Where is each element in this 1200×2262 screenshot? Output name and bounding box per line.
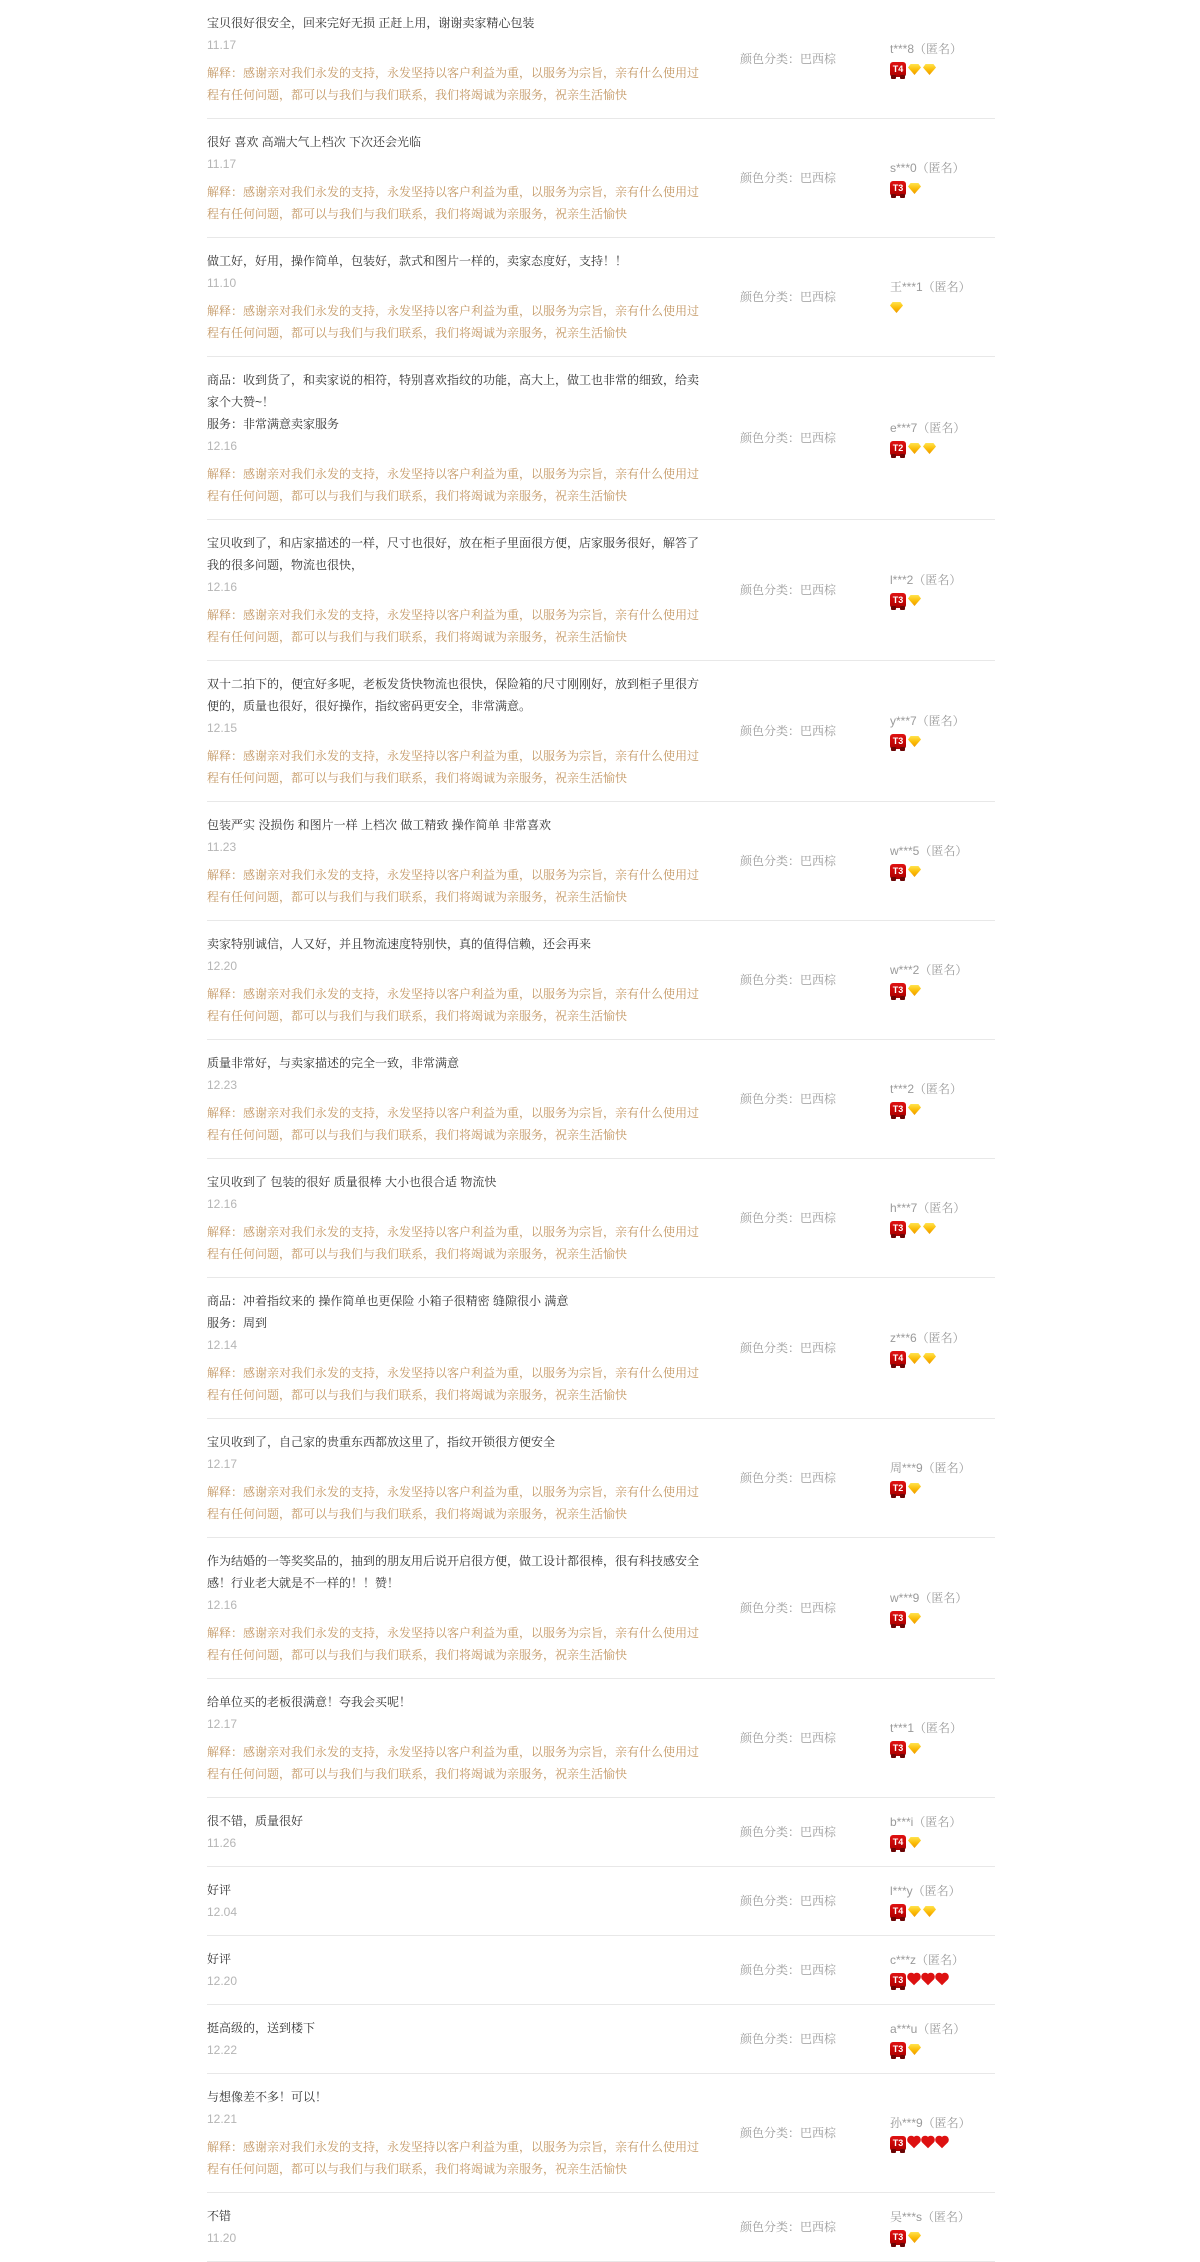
seller-reply: 解释：感谢亲对我们永发的支持，永发坚持以客户利益为重，以服务为宗旨，亲有什么使用过程有任何问题，都可以与我们与我们联系，我们将竭诚为亲服务，祝亲生活愉快 — [207, 1745, 700, 1781]
review-date: 12.21 — [207, 2112, 238, 2126]
review-row — [207, 2193, 995, 2262]
tao-level-badge-icon: T3 — [890, 1611, 906, 1626]
review-date: 11.17 — [207, 157, 237, 171]
review-date: 12.16 — [207, 1197, 238, 1211]
review-text-line: 宝贝收到了，和店家描述的一样，尺寸也很好，放在柜子里面很方便，店家服务很好，解答了我的很多问题，物流也很快， — [207, 536, 700, 572]
review-text — [207, 1550, 707, 1594]
diamond-icon — [908, 736, 921, 747]
review-date: 12.16 — [207, 439, 238, 453]
heart-icon — [936, 2136, 947, 2147]
reviewer — [890, 2209, 995, 2246]
reviewer — [890, 1460, 995, 1497]
tao-level-badge-icon: T3 — [890, 734, 906, 749]
reviewer-rating-icons — [890, 1973, 995, 1989]
reviewer-rating-icons — [890, 300, 995, 316]
diamond-icon — [908, 1483, 921, 1494]
review-row — [207, 119, 995, 238]
review-content — [207, 1290, 707, 1406]
diamond-icon — [908, 64, 921, 75]
review-text — [207, 2205, 707, 2227]
seller-reply: 解释：感谢亲对我们永发的支持，永发坚持以客户利益为重，以服务为宗旨，亲有什么使用过程有任何问题，都可以与我们与我们联系，我们将竭诚为亲服务，祝亲生活愉快 — [207, 987, 700, 1023]
seller-reply: 解释：感谢亲对我们永发的支持，永发坚持以客户利益为重，以服务为宗旨，亲有什么使用过程有任何问题，都可以与我们与我们联系，我们将竭诚为亲服务，祝亲生活愉快 — [207, 1106, 700, 1142]
reviewer-name: l***2（匿名） — [890, 572, 962, 587]
review-text-line: 作为结婚的一等奖奖品的，抽到的朋友用后说开启很方便，做工设计都很棒，很有科技感安全感！行业老大就是不一样的！！赞！ — [207, 1554, 700, 1590]
review-date: 12.17 — [207, 1717, 238, 1731]
tao-level-badge-icon: T3 — [890, 1973, 906, 1988]
review-text-line: 做工好，好用，操作简单，包装好，款式和图片一样的，卖家态度好，支持！！ — [207, 254, 628, 268]
review-text-line: 挺高级的，送到楼下 — [207, 2021, 316, 2035]
review-row — [207, 357, 995, 520]
review-row — [207, 1159, 995, 1278]
review-text — [207, 1171, 707, 1193]
reviewer-rating-icons — [890, 2230, 995, 2246]
review-date: 11.20 — [207, 2231, 237, 2245]
seller-reply: 解释：感谢亲对我们永发的支持，永发坚持以客户利益为重，以服务为宗旨，亲有什么使用过程有任何问题，都可以与我们与我们联系，我们将竭诚为亲服务，祝亲生活愉快 — [207, 749, 700, 785]
reviewer-rating-icons — [890, 2042, 995, 2058]
reviewer-rating-icons — [890, 1904, 995, 1920]
reviewer — [890, 843, 995, 880]
diamond-icon — [908, 595, 921, 606]
diamond-icon — [908, 1223, 921, 1234]
review-content — [207, 131, 707, 225]
seller-reply: 解释：感谢亲对我们永发的支持，永发坚持以客户利益为重，以服务为宗旨，亲有什么使用过程有任何问题，都可以与我们与我们联系，我们将竭诚为亲服务，祝亲生活愉快 — [207, 467, 700, 503]
reviewer — [890, 41, 995, 78]
diamond-icon — [923, 443, 936, 454]
reviewer — [890, 1330, 995, 1367]
review-content — [207, 933, 707, 1027]
seller-reply: 解释：感谢亲对我们永发的支持，永发坚持以客户利益为重，以服务为宗旨，亲有什么使用过程有任何问题，都可以与我们与我们联系，我们将竭诚为亲服务，祝亲生活愉快 — [207, 608, 700, 644]
heart-icon — [936, 1973, 947, 1984]
reviewer — [890, 1952, 995, 1989]
review-row — [207, 661, 995, 802]
review-content — [207, 369, 707, 507]
reviewer-rating-icons — [890, 181, 995, 197]
reviewer-name: 周***9（匿名） — [890, 1460, 971, 1475]
review-text — [207, 250, 707, 272]
tao-level-badge-icon: T3 — [890, 593, 906, 608]
tao-level-badge-icon: T4 — [890, 1835, 906, 1850]
reviewer-name: h***7（匿名） — [890, 1200, 966, 1215]
tao-level-badge-icon: T3 — [890, 1221, 906, 1236]
review-text — [207, 369, 707, 435]
review-row — [207, 1798, 995, 1867]
review-text — [207, 131, 707, 153]
review-text-line: 商品：收到货了，和卖家说的相符，特别喜欢指纹的功能，高大上，做工也非常的细致，给卖家个大赞~！ — [207, 373, 700, 409]
sku-label: 颜色分类：巴西棕 — [740, 2220, 837, 2234]
review-content — [207, 1948, 707, 1992]
reviewer-name: t***2（匿名） — [890, 1081, 963, 1096]
sku-label: 颜色分类：巴西棕 — [740, 52, 837, 66]
reviewer — [890, 572, 995, 609]
review-row — [207, 1679, 995, 1798]
diamond-icon — [908, 183, 921, 194]
tao-level-badge-icon: T2 — [890, 441, 906, 456]
tao-level-badge-icon: T3 — [890, 2230, 906, 2245]
sku-label: 颜色分类：巴西棕 — [740, 290, 837, 304]
heart-icon — [908, 1973, 919, 1984]
tao-level-badge-icon: T3 — [890, 2042, 906, 2057]
reviewer — [890, 1081, 995, 1118]
reviewer-name: e***7（匿名） — [890, 420, 966, 435]
diamond-icon — [908, 2044, 921, 2055]
reviewer-name: 孙***9（匿名） — [890, 2115, 971, 2130]
review-text-line: 包装严实 没损伤 和图片一样 上档次 做工精致 操作简单 非常喜欢 — [207, 818, 552, 832]
diamond-icon — [908, 1353, 921, 1364]
tao-level-badge-icon: T2 — [890, 1481, 906, 1496]
review-text — [207, 2086, 707, 2108]
reviewer — [890, 160, 995, 197]
reviewer-rating-icons — [890, 983, 995, 999]
reviewer-name: c***z（匿名） — [890, 1952, 965, 1967]
diamond-icon — [908, 1906, 921, 1917]
review-text-line: 卖家特别诚信，人又好，并且物流速度特别快，真的值得信赖，还会再来 — [207, 937, 592, 951]
sku-label: 颜色分类：巴西棕 — [740, 1341, 837, 1355]
seller-reply: 解释：感谢亲对我们永发的支持，永发坚持以客户利益为重，以服务为宗旨，亲有什么使用过程有任何问题，都可以与我们与我们联系，我们将竭诚为亲服务，祝亲生活愉快 — [207, 1225, 700, 1261]
review-row — [207, 1419, 995, 1538]
diamond-icon — [908, 443, 921, 454]
review-text-line: 与想像差不多！可以！ — [207, 2090, 328, 2104]
reviewer-name: l***y（匿名） — [890, 1883, 961, 1898]
review-date: 11.26 — [207, 1836, 237, 1850]
review-content — [207, 2017, 707, 2061]
reviewer-name: s***0（匿名） — [890, 160, 965, 175]
review-row — [207, 1040, 995, 1159]
review-text — [207, 1948, 707, 1970]
tao-level-badge-icon: T4 — [890, 1904, 906, 1919]
sku-label: 颜色分类：巴西棕 — [740, 724, 837, 738]
reviewer — [890, 420, 995, 457]
review-row — [207, 2074, 995, 2193]
review-row — [207, 1867, 995, 1936]
review-date: 12.17 — [207, 1457, 238, 1471]
review-text — [207, 1810, 707, 1832]
review-date: 11.17 — [207, 38, 237, 52]
review-content — [207, 1550, 707, 1666]
sku-label: 颜色分类：巴西棕 — [740, 854, 837, 868]
reviewer-rating-icons — [890, 1351, 995, 1367]
review-row — [207, 1538, 995, 1679]
seller-reply: 解释：感谢亲对我们永发的支持，永发坚持以客户利益为重，以服务为宗旨，亲有什么使用过程有任何问题，都可以与我们与我们联系，我们将竭诚为亲服务，祝亲生活愉快 — [207, 1626, 700, 1662]
reviewer-name: w***2（匿名） — [890, 962, 968, 977]
review-text-line: 宝贝收到了 包装的很好 质量很棒 大小也很合适 物流快 — [207, 1175, 497, 1189]
reviewer-rating-icons — [890, 1611, 995, 1627]
review-text — [207, 1290, 707, 1334]
review-content — [207, 1171, 707, 1265]
sku-label: 颜色分类：巴西棕 — [740, 2126, 837, 2140]
review-text — [207, 814, 707, 836]
review-text — [207, 933, 707, 955]
tao-level-badge-icon: T4 — [890, 62, 906, 77]
review-content — [207, 532, 707, 648]
review-content — [207, 2086, 707, 2180]
sku-label: 颜色分类：巴西棕 — [740, 1963, 837, 1977]
tao-level-badge-icon: T3 — [890, 2136, 906, 2151]
reviewer-rating-icons — [890, 1835, 995, 1851]
reviewer-name: 王***1（匿名） — [890, 279, 971, 294]
sku-label: 颜色分类：巴西棕 — [740, 1894, 837, 1908]
reviewer — [890, 713, 995, 750]
review-date: 12.16 — [207, 580, 238, 594]
diamond-icon — [908, 1837, 921, 1848]
review-text-line: 服务：周到 — [207, 1316, 268, 1330]
reviewer-rating-icons — [890, 734, 995, 750]
review-date: 12.20 — [207, 1974, 238, 1988]
reviewer-rating-icons — [890, 593, 995, 609]
review-text — [207, 12, 707, 34]
seller-reply: 解释：感谢亲对我们永发的支持，永发坚持以客户利益为重，以服务为宗旨，亲有什么使用过程有任何问题，都可以与我们与我们联系，我们将竭诚为亲服务，祝亲生活愉快 — [207, 868, 700, 904]
reviewer-name: t***8（匿名） — [890, 41, 963, 56]
review-row — [207, 921, 995, 1040]
tao-level-badge-icon: T4 — [890, 1351, 906, 1366]
sku-label: 颜色分类：巴西棕 — [740, 431, 837, 445]
heart-icon — [922, 2136, 933, 2147]
sku-label: 颜色分类：巴西棕 — [740, 1092, 837, 1106]
reviewer-rating-icons — [890, 441, 995, 457]
seller-reply: 解释：感谢亲对我们永发的支持，永发坚持以客户利益为重，以服务为宗旨，亲有什么使用过程有任何问题，都可以与我们与我们联系，我们将竭诚为亲服务，祝亲生活愉快 — [207, 66, 700, 102]
diamond-icon — [923, 64, 936, 75]
review-text — [207, 673, 707, 717]
review-text-line: 宝贝收到了，自己家的贵重东西都放这里了，指纹开锁很方便安全 — [207, 1435, 556, 1449]
reviewer — [890, 962, 995, 999]
reviewer-rating-icons — [890, 1481, 995, 1497]
review-row — [207, 2005, 995, 2074]
reviewer-rating-icons — [890, 1741, 995, 1757]
reviewer-name: w***5（匿名） — [890, 843, 968, 858]
reviewer-name: a***u（匿名） — [890, 2021, 966, 2036]
reviewer-name: t***1（匿名） — [890, 1720, 963, 1735]
review-text — [207, 1052, 707, 1074]
seller-reply: 解释：感谢亲对我们永发的支持，永发坚持以客户利益为重，以服务为宗旨，亲有什么使用过程有任何问题，都可以与我们与我们联系，我们将竭诚为亲服务，祝亲生活愉快 — [207, 185, 700, 221]
tao-level-badge-icon: T3 — [890, 1102, 906, 1117]
review-date: 12.20 — [207, 959, 238, 973]
diamond-icon — [923, 1906, 936, 1917]
review-text-line: 服务：非常满意卖家服务 — [207, 417, 340, 431]
reviewer — [890, 1200, 995, 1237]
reviewer-name: y***7（匿名） — [890, 713, 965, 728]
reviewer-rating-icons — [890, 1102, 995, 1118]
diamond-icon — [908, 2232, 921, 2243]
reviewer — [890, 1814, 995, 1851]
diamond-icon — [908, 1743, 921, 1754]
review-text — [207, 1431, 707, 1453]
tao-level-badge-icon: T3 — [890, 864, 906, 879]
tao-level-badge-icon: T3 — [890, 983, 906, 998]
review-text-line: 宝贝很好很安全，回来完好无损 正赶上用，谢谢卖家精心包装 — [207, 16, 535, 30]
reviewer — [890, 1590, 995, 1627]
sku-label: 颜色分类：巴西棕 — [740, 583, 837, 597]
diamond-icon — [908, 1104, 921, 1115]
diamond-icon — [908, 985, 921, 996]
review-text-line: 好评 — [207, 1952, 232, 1966]
review-content — [207, 1431, 707, 1525]
review-text — [207, 1879, 707, 1901]
review-text-line: 很好 喜欢 高端大气上档次 下次还会光临 — [207, 135, 422, 149]
diamond-icon — [923, 1223, 936, 1234]
review-content — [207, 1691, 707, 1785]
reviewer-name: 吴***s（匿名） — [890, 2209, 971, 2224]
diamond-icon — [890, 302, 903, 313]
heart-icon — [922, 1973, 933, 1984]
review-date: 12.14 — [207, 1338, 238, 1352]
review-date: 11.10 — [207, 276, 237, 290]
tao-level-badge-icon: T3 — [890, 1741, 906, 1756]
review-content — [207, 1052, 707, 1146]
review-date: 12.22 — [207, 2043, 238, 2057]
review-row — [207, 520, 995, 661]
review-text-line: 商品：冲着指纹来的 操作简单也更保险 小箱子很精密 缝隙很小 满意 — [207, 1294, 569, 1308]
reviewer — [890, 279, 995, 316]
reviewer-name: b***i（匿名） — [890, 1814, 962, 1829]
review-row — [207, 1936, 995, 2005]
sku-label: 颜色分类：巴西棕 — [740, 1601, 837, 1615]
review-content — [207, 1810, 707, 1854]
review-date: 11.23 — [207, 840, 237, 854]
review-text-line: 双十二拍下的，便宜好多呢，老板发货快物流也很快，保险箱的尺寸刚刚好，放到柜子里很方便的，质量也很好，很好操作，指纹密码更安全，非常满意。 — [207, 677, 700, 713]
review-row — [207, 1278, 995, 1419]
review-content — [207, 814, 707, 908]
review-content — [207, 1879, 707, 1923]
review-row — [207, 0, 995, 119]
review-text-line: 质量非常好，与卖家描述的完全一致，非常满意 — [207, 1056, 460, 1070]
seller-reply: 解释：感谢亲对我们永发的支持，永发坚持以客户利益为重，以服务为宗旨，亲有什么使用过程有任何问题，都可以与我们与我们联系，我们将竭诚为亲服务，祝亲生活愉快 — [207, 1366, 700, 1402]
review-date: 12.23 — [207, 1078, 238, 1092]
reviewer-name: z***6（匿名） — [890, 1330, 965, 1345]
tao-level-badge-icon: T3 — [890, 181, 906, 196]
diamond-icon — [908, 1613, 921, 1624]
review-date: 12.15 — [207, 721, 238, 735]
review-content — [207, 250, 707, 344]
reviewer — [890, 1720, 995, 1757]
reviewer-rating-icons — [890, 2136, 995, 2152]
sku-label: 颜色分类：巴西棕 — [740, 2032, 837, 2046]
reviewer-rating-icons — [890, 1221, 995, 1237]
reviewer-rating-icons — [890, 864, 995, 880]
review-text-line: 很不错，质量很好 — [207, 1814, 304, 1828]
review-text — [207, 1691, 707, 1713]
heart-icon — [908, 2136, 919, 2147]
review-date: 12.04 — [207, 1905, 238, 1919]
sku-label: 颜色分类：巴西棕 — [740, 1825, 837, 1839]
reviewer — [890, 2115, 995, 2152]
reviewer-rating-icons — [890, 62, 995, 78]
seller-reply: 解释：感谢亲对我们永发的支持，永发坚持以客户利益为重，以服务为宗旨，亲有什么使用过程有任何问题，都可以与我们与我们联系，我们将竭诚为亲服务，祝亲生活愉快 — [207, 1485, 700, 1521]
reviewer-name: w***9（匿名） — [890, 1590, 968, 1605]
reviewer — [890, 2021, 995, 2058]
diamond-icon — [908, 866, 921, 877]
review-date: 12.16 — [207, 1598, 238, 1612]
review-content — [207, 12, 707, 106]
sku-label: 颜色分类：巴西棕 — [740, 973, 837, 987]
sku-label: 颜色分类：巴西棕 — [740, 1471, 837, 1485]
review-list — [207, 0, 995, 2262]
review-content — [207, 673, 707, 789]
review-row — [207, 238, 995, 357]
sku-label: 颜色分类：巴西棕 — [740, 1731, 837, 1745]
review-text-line: 不错 — [207, 2209, 232, 2223]
review-text-line: 给单位买的老板很满意！夸我会买呢！ — [207, 1695, 412, 1709]
review-content — [207, 2205, 707, 2249]
review-text — [207, 532, 707, 576]
review-row — [207, 802, 995, 921]
sku-label: 颜色分类：巴西棕 — [740, 171, 837, 185]
reviewer — [890, 1883, 995, 1920]
review-text — [207, 2017, 707, 2039]
sku-label: 颜色分类：巴西棕 — [740, 1211, 837, 1225]
review-text-line: 好评 — [207, 1883, 232, 1897]
diamond-icon — [923, 1353, 936, 1364]
seller-reply: 解释：感谢亲对我们永发的支持，永发坚持以客户利益为重，以服务为宗旨，亲有什么使用过程有任何问题，都可以与我们与我们联系，我们将竭诚为亲服务，祝亲生活愉快 — [207, 304, 700, 340]
seller-reply: 解释：感谢亲对我们永发的支持，永发坚持以客户利益为重，以服务为宗旨，亲有什么使用过程有任何问题，都可以与我们与我们联系，我们将竭诚为亲服务，祝亲生活愉快 — [207, 2140, 700, 2176]
